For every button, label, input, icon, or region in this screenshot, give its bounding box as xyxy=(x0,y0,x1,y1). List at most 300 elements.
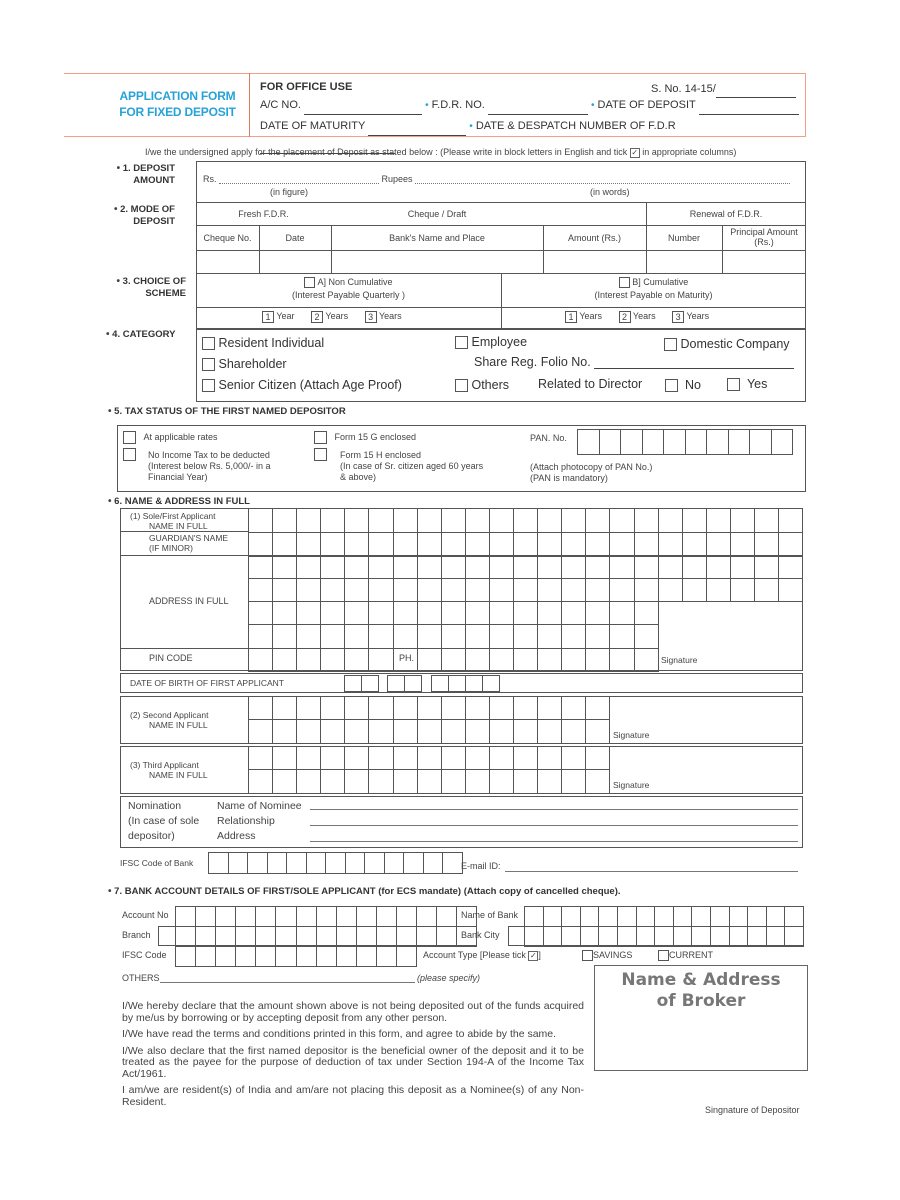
char-box[interactable] xyxy=(755,579,779,602)
char-box[interactable] xyxy=(369,556,393,579)
resident-individual-checkbox[interactable] xyxy=(202,337,215,350)
char-box[interactable] xyxy=(490,747,514,770)
char-box[interactable] xyxy=(297,770,321,794)
char-box[interactable] xyxy=(544,927,563,947)
char-box[interactable] xyxy=(466,602,490,625)
signature-area-1[interactable] xyxy=(658,602,801,669)
char-box[interactable] xyxy=(514,579,538,602)
char-box[interactable] xyxy=(731,533,755,557)
char-box[interactable] xyxy=(196,907,216,927)
char-box[interactable] xyxy=(321,556,345,579)
char-box[interactable] xyxy=(345,676,362,692)
char-box[interactable] xyxy=(562,579,586,602)
char-box[interactable] xyxy=(273,602,297,625)
char-box[interactable] xyxy=(779,579,803,602)
char-box[interactable] xyxy=(297,579,321,602)
char-box[interactable] xyxy=(483,676,500,692)
char-box[interactable] xyxy=(337,947,357,967)
char-box[interactable] xyxy=(664,430,686,455)
char-box[interactable] xyxy=(490,649,514,672)
char-box[interactable] xyxy=(345,602,369,625)
char-box[interactable] xyxy=(755,556,779,579)
char-box[interactable] xyxy=(610,556,634,579)
char-box[interactable] xyxy=(249,720,273,744)
char-box[interactable] xyxy=(562,649,586,672)
char-box[interactable] xyxy=(345,533,369,557)
char-box[interactable] xyxy=(273,579,297,602)
char-box[interactable] xyxy=(442,509,466,533)
char-box[interactable] xyxy=(711,927,730,947)
char-box[interactable] xyxy=(273,556,297,579)
char-box[interactable] xyxy=(357,927,377,947)
char-box[interactable] xyxy=(418,720,442,744)
applicable-rates-option[interactable]: At applicable rates xyxy=(123,431,218,444)
char-box[interactable] xyxy=(276,947,296,967)
char-box[interactable] xyxy=(538,625,562,649)
char-box[interactable] xyxy=(196,947,216,967)
char-box[interactable] xyxy=(321,579,345,602)
char-box[interactable] xyxy=(394,533,418,557)
char-box[interactable] xyxy=(514,556,538,579)
char-box[interactable] xyxy=(785,927,804,947)
char-box[interactable] xyxy=(297,625,321,649)
char-box[interactable] xyxy=(683,509,707,533)
cheque-no-input[interactable] xyxy=(197,251,259,273)
char-box[interactable] xyxy=(635,556,659,579)
char-box[interactable] xyxy=(514,625,538,649)
char-box[interactable] xyxy=(418,509,442,533)
char-box[interactable] xyxy=(236,927,256,947)
char-box[interactable] xyxy=(418,579,442,602)
char-box[interactable] xyxy=(418,697,442,720)
char-box[interactable] xyxy=(578,430,600,455)
yes-checkbox[interactable] xyxy=(727,378,740,391)
char-box[interactable] xyxy=(466,770,490,794)
char-box[interactable] xyxy=(369,747,393,770)
char-box[interactable] xyxy=(490,602,514,625)
char-box[interactable] xyxy=(490,509,514,533)
char-box[interactable] xyxy=(490,625,514,649)
char-box[interactable] xyxy=(686,430,708,455)
bank-name-input[interactable] xyxy=(332,251,543,273)
date-input[interactable] xyxy=(260,251,331,273)
char-box[interactable] xyxy=(297,533,321,557)
period-b-2[interactable]: 2 Years xyxy=(619,311,656,321)
char-box[interactable] xyxy=(562,770,586,794)
char-box[interactable] xyxy=(538,747,562,770)
char-box[interactable] xyxy=(297,509,321,533)
char-box[interactable] xyxy=(635,649,659,672)
non-cumulative-option[interactable]: A] Non Cumulative (Interest Payable Quarterly ) xyxy=(291,277,406,301)
relationship-field[interactable] xyxy=(310,825,798,826)
char-box[interactable] xyxy=(707,430,729,455)
name-of-bank-grid[interactable] xyxy=(524,906,804,927)
cumulative-option[interactable]: B] Cumulative (Interest Payable on Maturity) xyxy=(594,277,713,301)
char-box[interactable] xyxy=(369,649,393,672)
broker-box[interactable] xyxy=(594,965,808,1071)
char-box[interactable] xyxy=(249,556,273,579)
char-box[interactable] xyxy=(466,625,490,649)
non-cumulative-checkbox[interactable] xyxy=(304,277,315,288)
char-box[interactable] xyxy=(767,927,786,947)
char-box[interactable] xyxy=(707,579,731,602)
char-box[interactable] xyxy=(490,770,514,794)
char-box[interactable] xyxy=(249,579,273,602)
char-box[interactable] xyxy=(659,533,683,557)
char-box[interactable] xyxy=(385,853,405,874)
char-box[interactable] xyxy=(514,770,538,794)
char-box[interactable] xyxy=(345,747,369,770)
char-box[interactable] xyxy=(707,533,731,557)
char-box[interactable] xyxy=(544,907,563,927)
char-box[interactable] xyxy=(273,697,297,720)
char-box[interactable] xyxy=(216,947,236,967)
char-box[interactable] xyxy=(345,720,369,744)
char-box[interactable] xyxy=(297,649,321,672)
char-box[interactable] xyxy=(785,907,804,927)
form15h-checkbox[interactable] xyxy=(314,448,327,461)
char-box[interactable] xyxy=(466,697,490,720)
char-box[interactable] xyxy=(397,927,417,947)
char-box[interactable] xyxy=(730,927,749,947)
char-box[interactable] xyxy=(273,625,297,649)
employee-option[interactable]: Employee xyxy=(455,335,527,349)
char-box[interactable] xyxy=(692,907,711,927)
char-box[interactable] xyxy=(674,907,693,927)
domestic-company-checkbox[interactable] xyxy=(664,338,677,351)
char-box[interactable] xyxy=(297,602,321,625)
char-box[interactable] xyxy=(276,907,296,927)
char-box[interactable] xyxy=(273,533,297,557)
char-box[interactable] xyxy=(490,533,514,557)
char-box[interactable] xyxy=(249,602,273,625)
char-box[interactable] xyxy=(490,720,514,744)
char-box[interactable] xyxy=(610,625,634,649)
ac-no-field[interactable] xyxy=(304,114,422,115)
char-box[interactable] xyxy=(767,907,786,927)
applicant3-name-grid[interactable] xyxy=(248,746,610,794)
char-box[interactable] xyxy=(394,697,418,720)
char-box[interactable] xyxy=(365,853,385,874)
char-box[interactable] xyxy=(248,853,268,874)
char-box[interactable] xyxy=(711,907,730,927)
char-box[interactable] xyxy=(394,747,418,770)
senior-citizen-option[interactable]: Senior Citizen (Attach Age Proof) xyxy=(202,378,402,392)
address-grid-upper[interactable] xyxy=(248,555,803,602)
char-box[interactable] xyxy=(418,533,442,557)
char-box[interactable] xyxy=(196,927,216,947)
char-box[interactable] xyxy=(730,907,749,927)
char-box[interactable] xyxy=(562,927,581,947)
char-box[interactable] xyxy=(397,947,417,967)
char-box[interactable] xyxy=(562,697,586,720)
fdr-no-field[interactable] xyxy=(488,114,588,115)
char-box[interactable] xyxy=(236,907,256,927)
char-box[interactable] xyxy=(707,556,731,579)
date-of-deposit-field[interactable] xyxy=(699,114,799,115)
char-box[interactable] xyxy=(692,927,711,947)
char-box[interactable] xyxy=(442,747,466,770)
char-box[interactable] xyxy=(442,533,466,557)
char-box[interactable] xyxy=(249,533,273,557)
char-box[interactable] xyxy=(394,579,418,602)
char-box[interactable] xyxy=(176,927,196,947)
char-box[interactable] xyxy=(599,907,618,927)
char-box[interactable] xyxy=(731,556,755,579)
char-box[interactable] xyxy=(538,697,562,720)
char-box[interactable] xyxy=(273,770,297,794)
applicant2-name-grid[interactable] xyxy=(248,696,610,744)
char-box[interactable] xyxy=(357,947,377,967)
char-box[interactable] xyxy=(394,770,418,794)
period-a-2[interactable]: 2 Years xyxy=(311,311,348,321)
char-box[interactable] xyxy=(443,853,463,874)
char-box[interactable] xyxy=(581,907,600,927)
char-box[interactable] xyxy=(442,579,466,602)
period-b-3[interactable]: 3 Years xyxy=(672,311,709,321)
char-box[interactable] xyxy=(538,649,562,672)
char-box[interactable] xyxy=(345,556,369,579)
char-box[interactable] xyxy=(249,625,273,649)
char-box[interactable] xyxy=(538,556,562,579)
char-box[interactable] xyxy=(655,907,674,927)
char-box[interactable] xyxy=(618,927,637,947)
char-box[interactable] xyxy=(637,927,656,947)
char-box[interactable] xyxy=(418,770,442,794)
char-box[interactable] xyxy=(424,853,444,874)
char-box[interactable] xyxy=(610,649,634,672)
dob-month-grid[interactable] xyxy=(387,675,422,692)
char-box[interactable] xyxy=(346,853,366,874)
applicable-rates-checkbox[interactable] xyxy=(123,431,136,444)
char-box[interactable] xyxy=(209,853,229,874)
char-box[interactable] xyxy=(466,579,490,602)
char-box[interactable] xyxy=(586,579,610,602)
char-box[interactable] xyxy=(731,579,755,602)
period-a-3[interactable]: 3 Years xyxy=(365,311,402,321)
char-box[interactable] xyxy=(345,579,369,602)
char-box[interactable] xyxy=(404,853,424,874)
char-box[interactable] xyxy=(466,676,483,692)
char-box[interactable] xyxy=(236,947,256,967)
char-box[interactable] xyxy=(297,697,321,720)
share-folio-field[interactable]: Share Reg. Folio No. xyxy=(474,355,794,369)
amount-input[interactable] xyxy=(544,251,646,273)
char-box[interactable] xyxy=(345,509,369,533)
no-checkbox[interactable] xyxy=(665,379,678,392)
char-box[interactable] xyxy=(276,927,296,947)
char-box[interactable] xyxy=(635,509,659,533)
char-box[interactable] xyxy=(273,649,297,672)
char-box[interactable] xyxy=(729,430,751,455)
char-box[interactable] xyxy=(249,509,273,533)
char-box[interactable] xyxy=(538,533,562,557)
branch-grid[interactable] xyxy=(175,926,477,947)
char-box[interactable] xyxy=(586,533,610,557)
char-box[interactable] xyxy=(249,747,273,770)
char-box[interactable] xyxy=(562,625,586,649)
char-box[interactable] xyxy=(249,697,273,720)
char-box[interactable] xyxy=(369,509,393,533)
char-box[interactable] xyxy=(466,747,490,770)
char-box[interactable] xyxy=(377,947,397,967)
char-box[interactable] xyxy=(369,579,393,602)
char-box[interactable] xyxy=(442,649,466,672)
char-box[interactable] xyxy=(249,770,273,794)
char-box[interactable] xyxy=(418,649,442,672)
char-box[interactable] xyxy=(610,602,634,625)
char-box[interactable] xyxy=(490,556,514,579)
char-box[interactable] xyxy=(466,720,490,744)
char-box[interactable] xyxy=(345,770,369,794)
char-box[interactable] xyxy=(586,602,610,625)
renewal-number-input[interactable] xyxy=(647,251,722,273)
char-box[interactable] xyxy=(586,720,610,744)
char-box[interactable] xyxy=(659,579,683,602)
char-box[interactable] xyxy=(369,602,393,625)
char-box[interactable] xyxy=(273,509,297,533)
char-box[interactable] xyxy=(394,602,418,625)
char-box[interactable] xyxy=(610,533,634,557)
bank-city-grid[interactable] xyxy=(524,926,804,947)
char-box[interactable] xyxy=(321,747,345,770)
char-box[interactable] xyxy=(437,907,457,927)
char-box[interactable] xyxy=(779,533,803,557)
char-box[interactable] xyxy=(562,720,586,744)
char-box[interactable] xyxy=(297,907,317,927)
char-box[interactable] xyxy=(337,907,357,927)
char-box[interactable] xyxy=(321,649,345,672)
period-b-1[interactable]: 1 Years xyxy=(565,311,602,321)
char-box[interactable] xyxy=(490,579,514,602)
char-box[interactable] xyxy=(466,533,490,557)
char-box[interactable] xyxy=(307,853,327,874)
others-field[interactable]: OTHERS (please specify) xyxy=(122,973,481,983)
char-box[interactable] xyxy=(514,649,538,672)
related-director-no[interactable]: No xyxy=(665,378,701,392)
char-box[interactable] xyxy=(317,927,337,947)
char-box[interactable] xyxy=(345,649,369,672)
current-checkbox[interactable] xyxy=(658,950,669,961)
amount-words-field[interactable] xyxy=(415,183,790,184)
char-box[interactable] xyxy=(369,720,393,744)
serial-number-field[interactable]: S. No. 14-15/ xyxy=(651,80,796,98)
account-no-grid[interactable] xyxy=(175,906,477,927)
char-box[interactable] xyxy=(610,509,634,533)
char-box[interactable] xyxy=(394,509,418,533)
char-box[interactable] xyxy=(317,947,337,967)
employee-checkbox[interactable] xyxy=(455,336,468,349)
char-box[interactable] xyxy=(176,907,196,927)
char-box[interactable] xyxy=(683,579,707,602)
char-box[interactable] xyxy=(538,602,562,625)
char-box[interactable] xyxy=(256,947,276,967)
char-box[interactable] xyxy=(525,927,544,947)
char-box[interactable] xyxy=(755,533,779,557)
char-box[interactable] xyxy=(538,770,562,794)
char-box[interactable] xyxy=(674,927,693,947)
dob-day-grid[interactable] xyxy=(344,675,379,692)
char-box[interactable] xyxy=(256,927,276,947)
char-box[interactable] xyxy=(449,676,466,692)
char-box[interactable] xyxy=(418,602,442,625)
char-box[interactable] xyxy=(442,697,466,720)
form15g-checkbox[interactable] xyxy=(314,431,327,444)
char-box[interactable] xyxy=(418,625,442,649)
char-box[interactable] xyxy=(418,747,442,770)
char-box[interactable] xyxy=(442,625,466,649)
char-box[interactable] xyxy=(586,747,610,770)
char-box[interactable] xyxy=(256,907,276,927)
no-tax-checkbox[interactable] xyxy=(123,448,136,461)
applicant1-name-grid[interactable] xyxy=(248,508,803,557)
char-box[interactable] xyxy=(525,907,544,927)
char-box[interactable] xyxy=(357,907,377,927)
char-box[interactable] xyxy=(397,907,417,927)
period-a-1[interactable]: 1 Year xyxy=(262,311,295,321)
char-box[interactable] xyxy=(635,579,659,602)
char-box[interactable] xyxy=(562,533,586,557)
cumulative-checkbox[interactable] xyxy=(619,277,630,288)
char-box[interactable] xyxy=(417,927,437,947)
char-box[interactable] xyxy=(779,509,803,533)
char-box[interactable] xyxy=(321,509,345,533)
char-box[interactable] xyxy=(321,625,345,649)
char-box[interactable] xyxy=(297,747,321,770)
char-box[interactable] xyxy=(683,533,707,557)
char-box[interactable] xyxy=(707,509,731,533)
char-box[interactable] xyxy=(321,533,345,557)
char-box[interactable] xyxy=(514,533,538,557)
resident-individual-option[interactable]: Resident Individual xyxy=(202,336,324,350)
char-box[interactable] xyxy=(442,720,466,744)
char-box[interactable] xyxy=(369,697,393,720)
char-box[interactable] xyxy=(466,509,490,533)
char-box[interactable] xyxy=(466,649,490,672)
senior-citizen-checkbox[interactable] xyxy=(202,379,215,392)
char-box[interactable] xyxy=(659,556,683,579)
char-box[interactable] xyxy=(772,430,794,455)
char-box[interactable] xyxy=(432,676,449,692)
char-box[interactable] xyxy=(731,509,755,533)
char-box[interactable] xyxy=(273,747,297,770)
char-box[interactable] xyxy=(637,907,656,927)
char-box[interactable] xyxy=(394,556,418,579)
char-box[interactable] xyxy=(562,556,586,579)
char-box[interactable] xyxy=(297,556,321,579)
char-box[interactable] xyxy=(216,907,236,927)
char-box[interactable] xyxy=(377,927,397,947)
char-box[interactable] xyxy=(297,927,317,947)
char-box[interactable] xyxy=(287,853,307,874)
char-box[interactable] xyxy=(562,602,586,625)
char-box[interactable] xyxy=(586,649,610,672)
pan-input-grid[interactable] xyxy=(577,429,793,455)
others-checkbox[interactable] xyxy=(455,379,468,392)
char-box[interactable] xyxy=(321,602,345,625)
char-box[interactable] xyxy=(405,676,422,692)
char-box[interactable] xyxy=(581,927,600,947)
char-box[interactable] xyxy=(586,697,610,720)
current-option[interactable]: CURRENT xyxy=(658,950,713,961)
char-box[interactable] xyxy=(326,853,346,874)
char-box[interactable] xyxy=(369,770,393,794)
char-box[interactable] xyxy=(635,602,659,625)
char-box[interactable] xyxy=(586,509,610,533)
char-box[interactable] xyxy=(394,625,418,649)
char-box[interactable] xyxy=(514,747,538,770)
char-box[interactable] xyxy=(321,697,345,720)
